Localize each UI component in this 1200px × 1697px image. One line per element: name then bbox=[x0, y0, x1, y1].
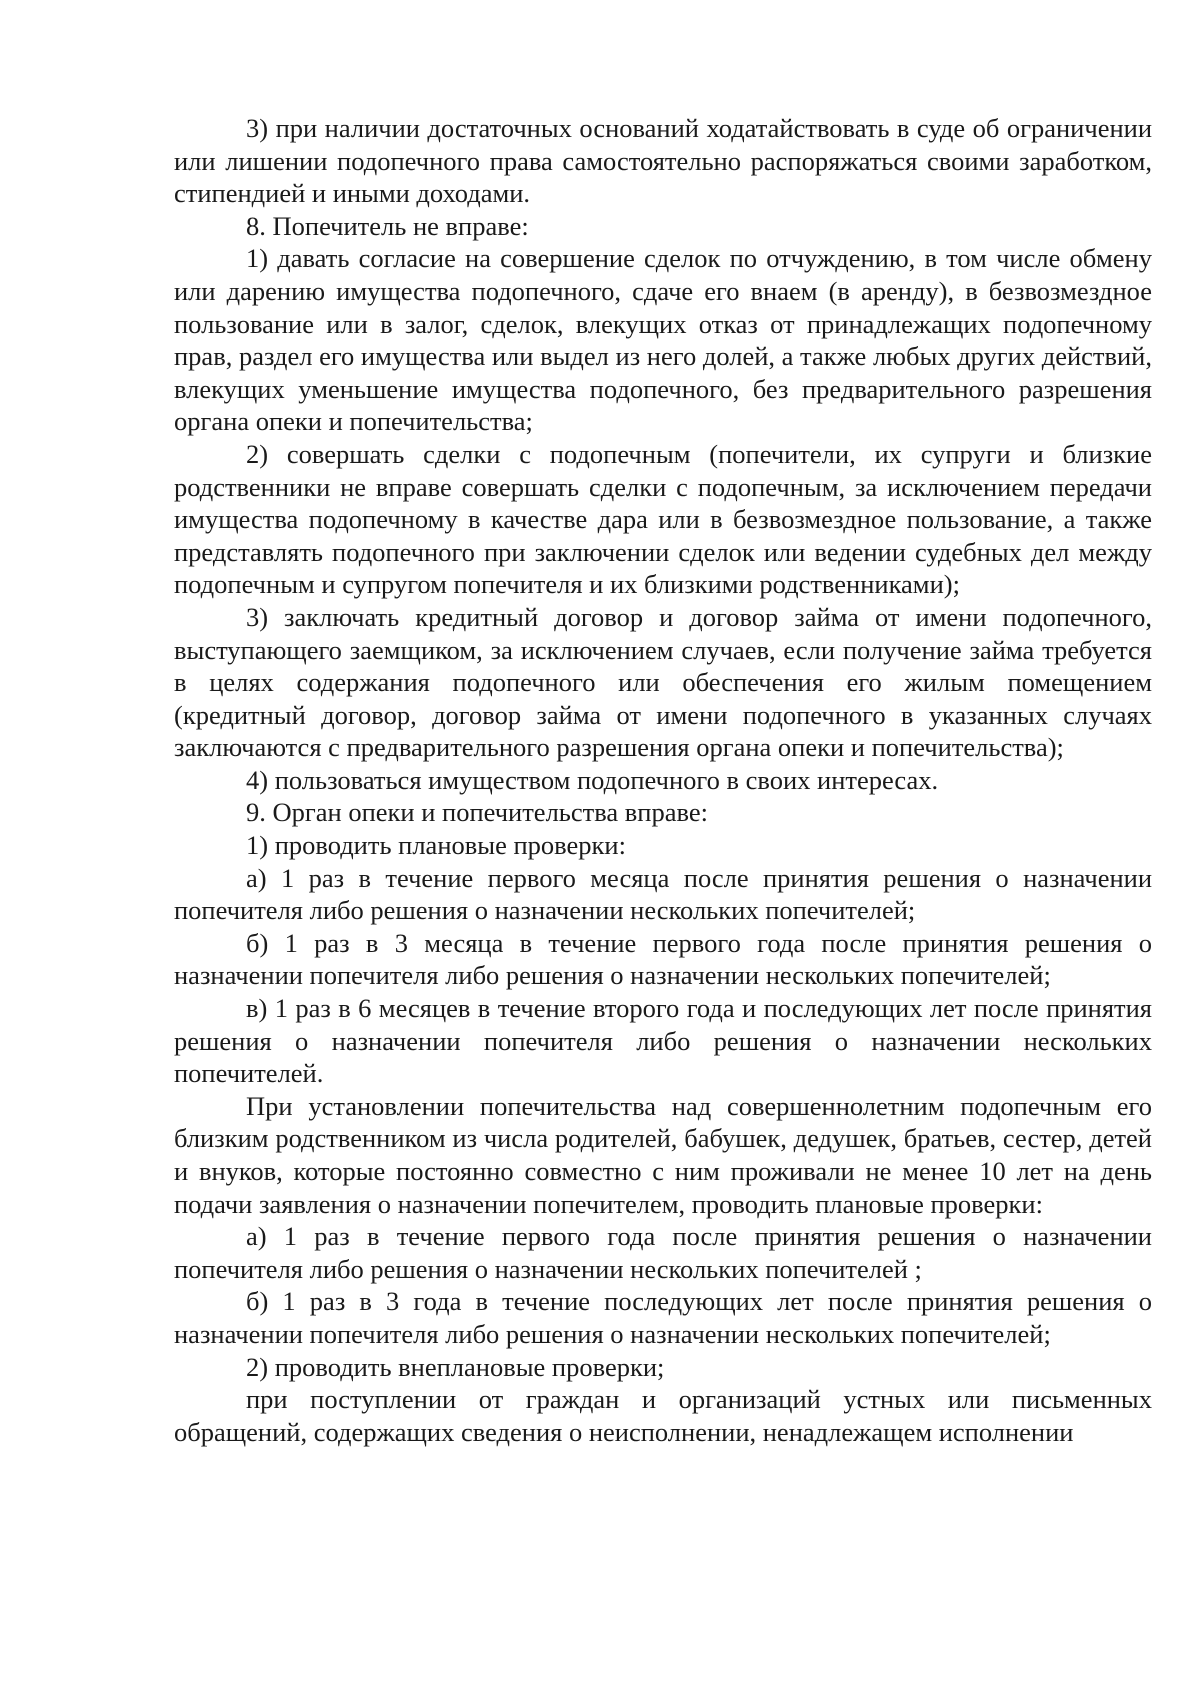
paragraph-close-relative-a: а) 1 раз в течение первого года после принятия решения о назначении попечителя либо решения о назначении нескольких попечителей ; bbox=[174, 1221, 1152, 1284]
paragraph-9-1-b: б) 1 раз в 3 месяца в течение первого года после принятия решения о назначении попечителя либо решения о назначении нескольких попечителей; bbox=[174, 927, 1152, 991]
paragraph-close-relative-guardian: При установлении попечительства над совершеннолетним подопечным его близким родственником из числа родителей, бабушек, дедушек, братьев, сестер, детей и внуков, которые постоянно совместно с ним проживали не менее 10 лет на день подачи заявления о назначении попечителем, проводить плановые проверки: bbox=[174, 1090, 1152, 1219]
paragraph-8-4: 4) пользоваться имуществом подопечного в своих интересах. bbox=[246, 764, 939, 795]
paragraph-8-2: 2) совершать сделки с подопечным (попечители, их супруги и близкие родственники не вправе совершать сделки с подопечным, за исключением передачи имущества подопечному в качестве дара или в безвозмездное пользование, а также представлять подопечного при заключении сделок или ведении судебных дел между подопечным и супругом попечителя и их близкими родственниками); bbox=[174, 438, 1152, 600]
paragraph-9-1-a: а) 1 раз в течение первого месяца после принятия решения о назначении попечителя либо решения о назначении нескольких попечителей; bbox=[174, 862, 1152, 926]
paragraph-9-1: 1) проводить плановые проверки: bbox=[246, 830, 626, 861]
paragraph-9-2: 2) проводить внеплановые проверки; bbox=[246, 1351, 665, 1382]
document-body bbox=[174, 112, 1152, 1448]
paragraph-8-1: 1) давать согласие на совершение сделок по отчуждению, в том числе обмену или дарению имущества подопечного, сдаче его внаем (в аренду), в безвозмездное пользование или в залог, сделок, влекущих отказ от принадлежащих подопечному прав, раздел его имущества или выдел из него долей, а также любых других действий, влекущих уменьшение имущества подопечного, без предварительного разрешения органа опеки и попечительства; bbox=[174, 243, 1152, 437]
paragraph-unscheduled-grounds: при поступлении от граждан и организаций устных или письменных обращений, содержащих сведения о неисполнении, ненадлежащем исполнении bbox=[174, 1384, 1152, 1447]
section-heading-9: 9. Орган опеки и попечительства вправе: bbox=[246, 797, 708, 828]
paragraph-9-1-v: в) 1 раз в 6 месяцев в течение второго года и последующих лет после принятия решения о назначении попечителя либо решения о назначении нескольких попечителей. bbox=[174, 993, 1152, 1089]
section-heading-8: 8. Попечитель не вправе: bbox=[246, 210, 529, 241]
paragraph-item-3-right-to-petition: 3) при наличии достаточных оснований ходатайствовать в суде об ограничении или лишении подопечного права самостоятельно распоряжаться своими заработком, стипендией и иными доходами. bbox=[174, 113, 1152, 209]
paragraph-close-relative-b: б) 1 раз в 3 года в течение последующих лет после принятия решения о назначении попечителя либо решения о назначении нескольких попечителей; bbox=[174, 1286, 1152, 1349]
paragraph-8-3: 3) заключать кредитный договор и договор займа от имени подопечного, выступающего заемщиком, за исключением случаев, если получение займа требуется в целях содержания подопечного или обеспечения его жилым помещением (кредитный договор, договор займа от имени подопечного в указанных случаях заключаются с предварительного разрешения органа опеки и попечительства); bbox=[174, 601, 1152, 763]
